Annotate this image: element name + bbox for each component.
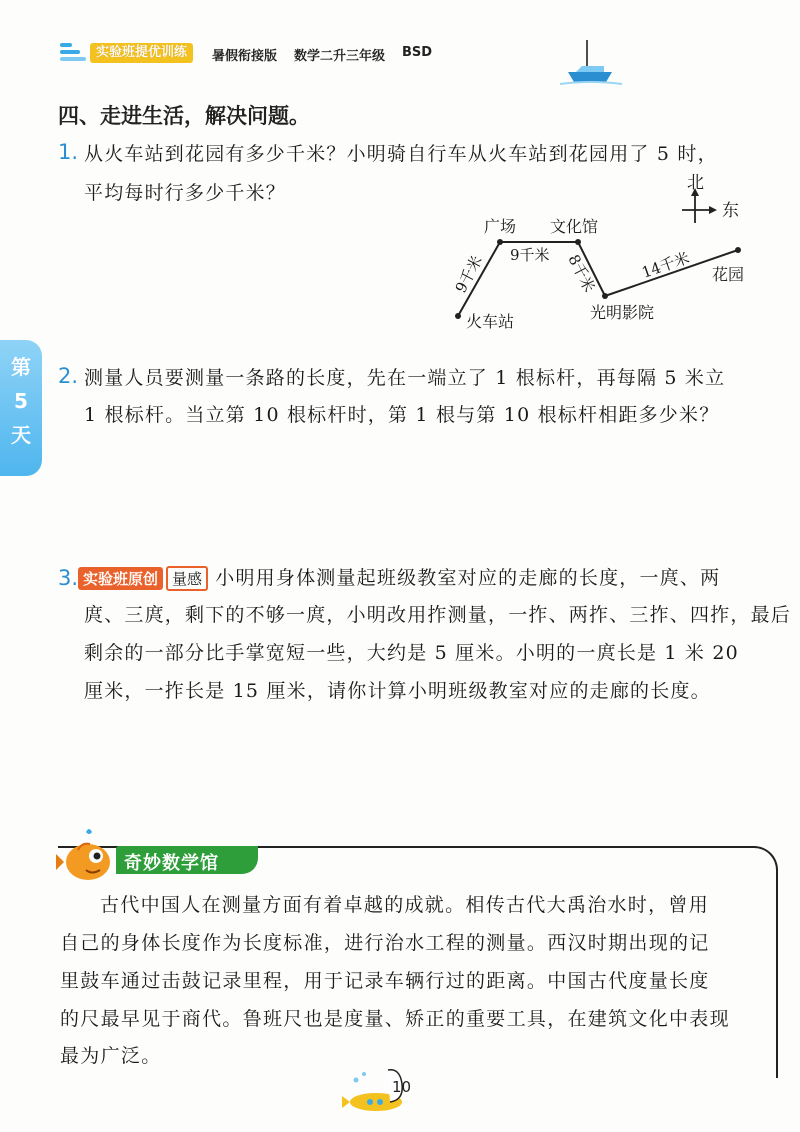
question-3-first-row <box>78 566 720 591</box>
label-square: 广场 <box>484 217 517 236</box>
distance-square-culture: 9千米 <box>510 246 550 264</box>
page-number-badge <box>340 1066 450 1116</box>
question-1-line-1: 从火车站到花园有多少千米？小明骑自行车从火车站到花园用了 5 时， <box>84 143 718 165</box>
story-line-1: 古代中国人在测量方面有着卓越的成就。相传古代大禹治水时，曾用 <box>100 894 710 916</box>
question-2-line-2: 1 根标杆。当立第 10 根标杆时，第 1 根与第 10 根标杆相距多少米？ <box>84 404 720 426</box>
story-line-4: 的尺最早见于商代。鲁班尺也是度量、矫正的重要工具，在建筑文化中表现 <box>60 1008 730 1030</box>
topic-badge: 量感 <box>166 566 208 591</box>
label-culture: 文化馆 <box>550 217 599 236</box>
compass-north: 北 <box>687 173 704 193</box>
question-3-number: 3. <box>58 566 79 590</box>
compass-east: 东 <box>722 201 739 221</box>
question-3-line-3: 剩余的一部分比手掌宽短一些，大约是 5 厘米。小明的一庹长是 1 米 20 <box>84 642 739 664</box>
series-badge: 实验班提优训练 <box>90 43 193 63</box>
question-2-number: 2. <box>58 364 79 388</box>
distance-station-square: 9千米 <box>451 252 487 296</box>
question-2-line-1: 测量人员要测量一条路的长度，先在一端立了 1 根标杆，再每隔 5 米立 <box>84 367 726 389</box>
point-culture <box>575 239 581 245</box>
route-map <box>440 168 770 343</box>
page-number: 10 <box>392 1078 412 1096</box>
sailboat-icon <box>556 38 626 88</box>
point-square <box>497 239 503 245</box>
question-1-line-2: 平均每时行多少千米？ <box>84 182 287 204</box>
story-line-2: 自己的身体长度作为长度标准，进行治水工程的测量。西汉时期出现的记 <box>60 932 710 954</box>
fun-box-frame <box>58 846 778 1078</box>
day-tab-label: 第5天 <box>11 355 31 447</box>
label-garden: 花园 <box>712 265 745 284</box>
story-line-5: 最为广泛。 <box>60 1045 162 1067</box>
story-line-3: 里鼓车通过击鼓记录里程，用于记录车辆行过的距离。中国古代度量长度 <box>60 970 710 992</box>
question-3-line-4: 厘米，一拃长是 15 厘米，请你计算小明班级教室对应的走廊的长度。 <box>84 680 711 702</box>
question-3-line-2: 庹、三庹，剩下的不够一庹，小明改用拃测量，一拃、两拃、三拃、四拃，最后 <box>84 604 792 626</box>
header-subject: 数学二升三年级 <box>294 49 386 64</box>
series-logo-icon <box>58 40 88 64</box>
fun-box-title: 奇妙数学馆 <box>124 853 219 874</box>
question-3-line-1: 小明用身体测量起班级教室对应的走廊的长度，一庹、两 <box>215 567 721 589</box>
header-subtitle: 暑假衔接版 <box>212 49 278 64</box>
fish-mascot-icon <box>56 826 120 886</box>
point-garden <box>735 247 741 253</box>
label-cinema: 光明影院 <box>590 303 655 322</box>
point-station <box>455 313 461 319</box>
compass-icon <box>682 188 717 223</box>
section-title: 四、走进生活，解决问题。 <box>58 104 310 128</box>
distance-culture-cinema: 8千米 <box>564 251 599 296</box>
header-edition: BSD <box>402 45 433 60</box>
point-cinema <box>602 293 608 299</box>
distance-cinema-garden: 14千米 <box>639 248 692 282</box>
original-badge: 实验班原创 <box>78 567 163 590</box>
label-station: 火车站 <box>466 312 515 331</box>
question-1-number: 1. <box>58 140 79 164</box>
